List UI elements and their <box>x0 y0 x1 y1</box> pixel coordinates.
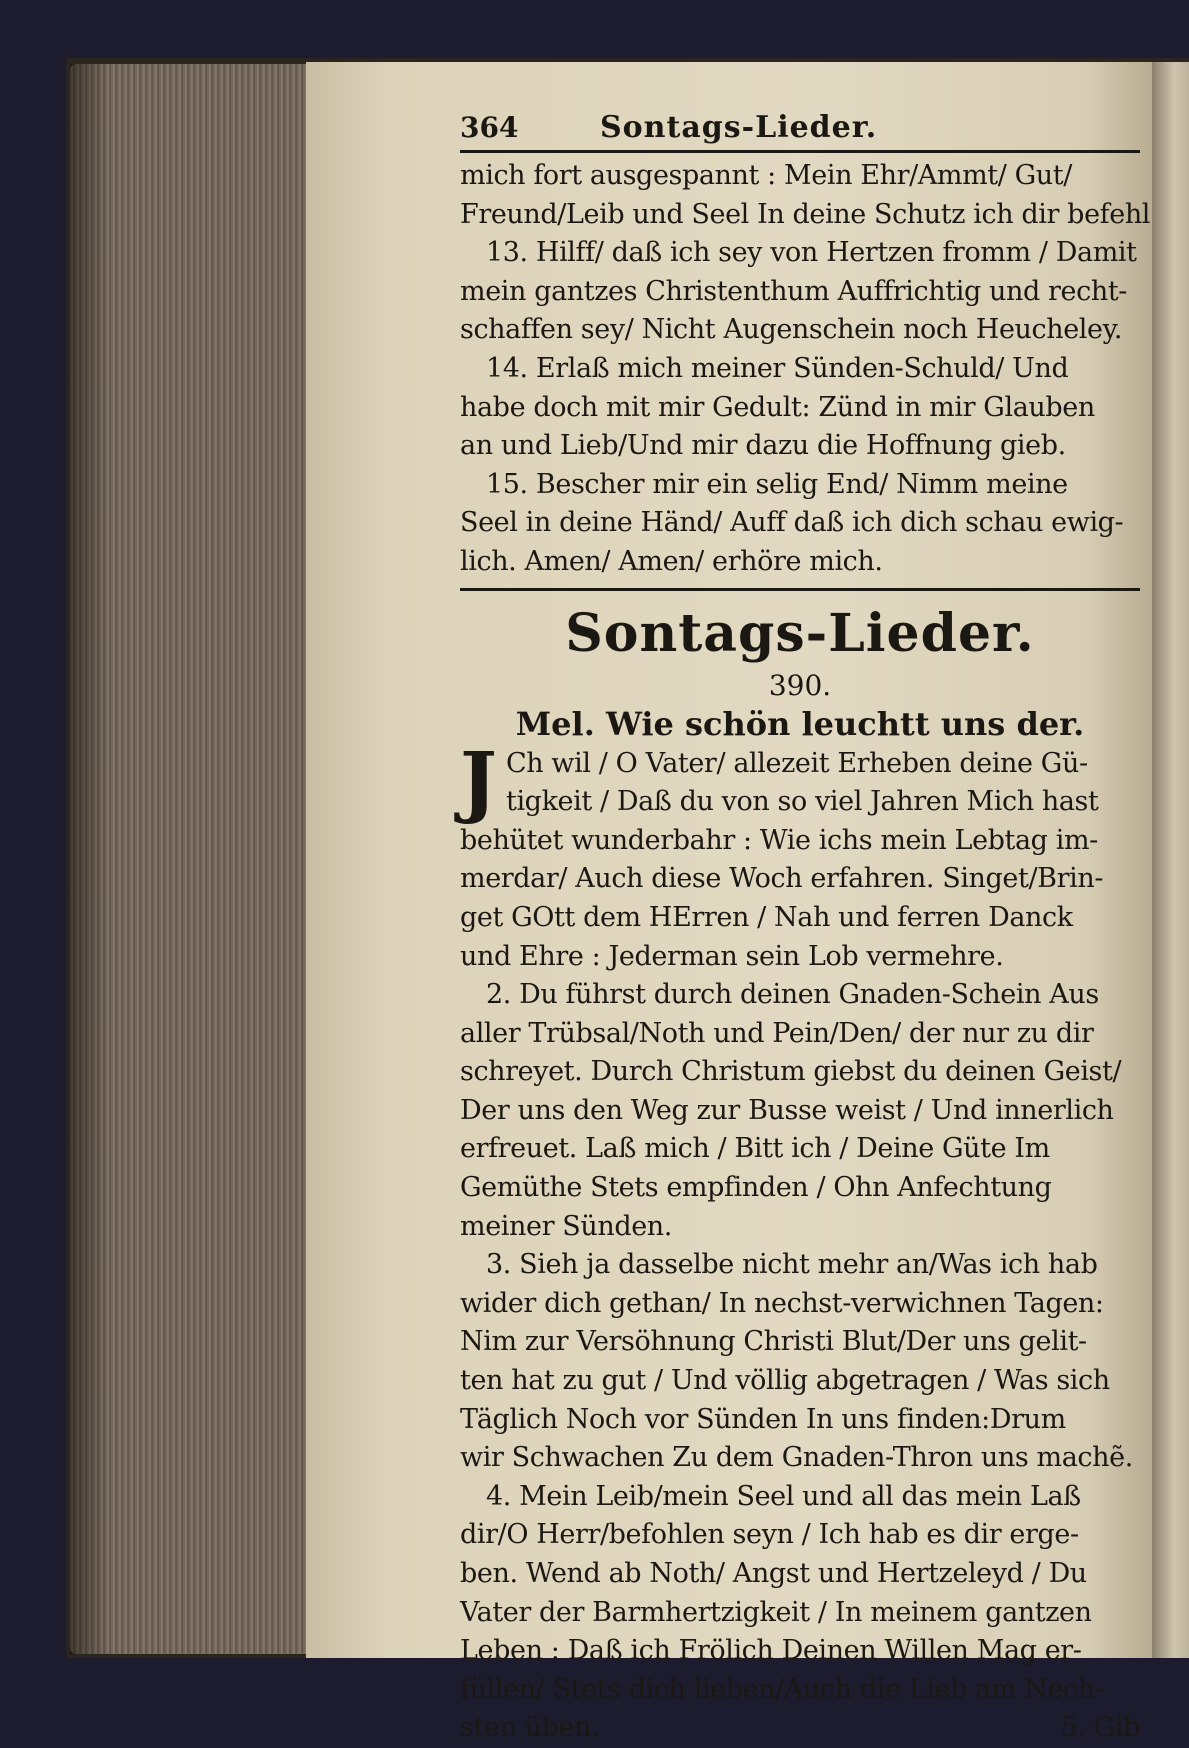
text-line-content: sten üben. <box>460 1712 600 1744</box>
text-line: 4. Mein Leib/mein Seel und all das mein Laß <box>486 1480 1081 1512</box>
text-line: habe doch mit mir Gedult: Zünd in mir Glauben <box>460 391 1095 423</box>
text-line: 13. Hilff/ daß ich sey von Hertzen fromm / Damit <box>486 237 1137 269</box>
text-line: wider dich gethan/ In nechst-verwichnen Tagen: <box>460 1287 1104 1319</box>
text-line: Seel in deine Händ/ Auff daß ich dich schau ewig- <box>460 507 1124 539</box>
section-rule <box>460 588 1140 591</box>
header-rule <box>460 150 1140 153</box>
section-title: Sontags-Lieder. <box>565 602 1035 664</box>
text-line: lich. Amen/ Amen/ erhöre mich. <box>460 545 883 577</box>
text-line: ben. Wend ab Noth/ Angst und Hertzeleyd / Du <box>460 1558 1087 1589</box>
page-header <box>460 108 1140 148</box>
hymn-text <box>460 735 1140 1748</box>
text-line: 15. Bescher mir ein selig End/ Nimm meine <box>486 468 1068 500</box>
previous-hymn-ending <box>460 157 1151 582</box>
text-line: Freund/Leib und Seel In deine Schutz ich dir befehl <box>460 198 1151 230</box>
text-line: Täglich Noch vor Sünden In uns finden:Drum <box>460 1403 1066 1435</box>
text-line: füllen/ Stets dich lieben/Auch die Lieb am Nech- <box>460 1673 1104 1705</box>
running-head: Sontags-Lieder. <box>600 110 878 145</box>
text-line: dir/O Herr/befohlen seyn / Ich hab es dir erge- <box>460 1519 1079 1551</box>
drop-cap: J <box>460 735 497 827</box>
text-line: und Ehre : Jederman sein Lob vermehre. <box>460 940 1004 972</box>
page-number: 364 <box>460 111 519 144</box>
text-line <box>460 1709 1140 1748</box>
text-line: Vater der Barmhertzigkeit / In meinem gantzen <box>460 1596 1092 1628</box>
text-line: schreyet. Durch Christum giebst du deinen Geist/ <box>460 1056 1122 1088</box>
text-line: merdar/ Auch diese Woch erfahren. Singet/Brin- <box>460 863 1104 895</box>
text-line: wir Schwachen Zu dem Gnaden-Thron uns machẽ. <box>460 1442 1133 1474</box>
text-line: aller Trübsal/Noth und Pein/Den/ der nur zu dir <box>460 1017 1094 1049</box>
catchword: 5. Gib <box>1060 1712 1140 1744</box>
text-line: meiner Sünden. <box>460 1210 672 1242</box>
text-line: Der uns den Weg zur Busse weist / Und innerlich <box>460 1094 1114 1126</box>
text-line: schaffen sey/ Nicht Augenschein noch Heucheley. <box>460 314 1123 346</box>
text-line: tigkeit / Daß du von so viel Jahren Mich hast <box>506 786 1099 818</box>
page-edge-shadow <box>70 64 110 1654</box>
melody-line: Mel. Wie schön leuchtt uns der. <box>515 704 1085 743</box>
text-line: behütet wunderbahr : Wie ichs mein Lebtag im- <box>460 824 1098 856</box>
text-line: 3. Sieh ja dasselbe nicht mehr an/Was ich hab <box>486 1249 1098 1281</box>
text-line: Nim zur Versöhnung Christi Blut/Der uns gelit- <box>460 1326 1087 1358</box>
text-line: 2. Du führst durch deinen Gnaden-Schein Aus <box>486 979 1099 1011</box>
text-line: get GOtt dem HErren / Nah und ferren Danck <box>460 901 1073 933</box>
text-line: 14. Erlaß mich meiner Sünden-Schuld/ Und <box>486 352 1069 384</box>
text-line: erfreuet. Laß mich / Bitt ich / Deine Güte Im <box>460 1133 1050 1165</box>
page-text <box>460 108 1151 1748</box>
text-line: mein gantzes Christenthum Auffrichtig und recht- <box>460 275 1128 307</box>
page-gutter <box>1152 62 1189 1658</box>
hymn-number: 390. <box>768 668 832 702</box>
text-line: ten hat zu gut / Und völlig abgetragen / Was sich <box>460 1365 1110 1397</box>
text-line: mich fort ausgespannt : Mein Ehr/Ammt/ Gut/ <box>460 160 1072 191</box>
text-line: Gemüthe Stets empfinden / Ohn Anfechtung <box>460 1172 1052 1204</box>
text-line: Leben : Daß ich Frölich Deinen Willen Mag er- <box>460 1635 1082 1667</box>
text-line: an und Lieb/Und mir dazu die Hoffnung gieb. <box>460 430 1066 462</box>
text-line-content: Ch wil / O Vater/ allezeit Erheben deine Gü- <box>506 747 1088 779</box>
